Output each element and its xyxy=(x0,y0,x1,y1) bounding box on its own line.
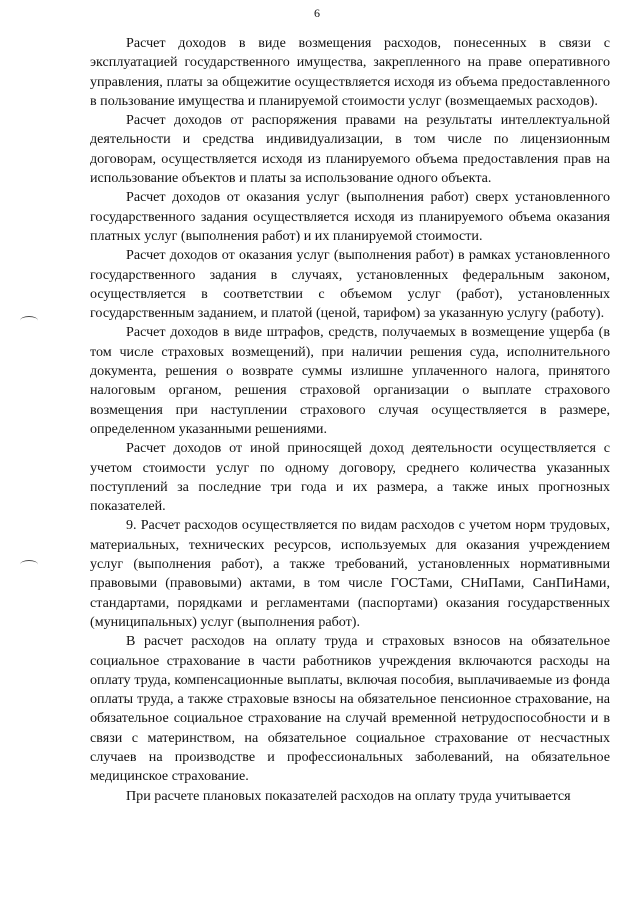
binding-hole-mark-bottom xyxy=(20,560,38,569)
paragraph-services-above-assignment: Расчет доходов от оказания услуг (выполнения работ) сверх установленного государственного задания осуществляется исходя из планируемого объема оказания платных услуг (выполнения работ) и их планируемой стоимости. xyxy=(90,189,610,244)
paragraph-intellectual-property-income: Расчет доходов от распоряжения правами на результаты интеллектуальной деятельности и средства индивидуализации, в том числе по лицензионным договорам, осуществляется исходя из планируемого объема предоставления прав на использование объектов и платы за использование одного объекта. xyxy=(90,112,610,187)
paragraph-property-compensation-income: Расчет доходов в виде возмещения расходов, понесенных в связи с эксплуатацией государственного имущества, закрепленного на праве оперативного управления, платы за общежитие осуществляется исходя из объема предоставленного в пользование имущества и планируемой стоимости услуг (возмещаемых расходов). xyxy=(90,35,610,109)
paragraph-fines-and-damages: Расчет доходов в виде штрафов, средств, получаемых в возмещение ущерба (в том числе страховых возмещений), при наличии решения суда, исполнительного документа, решения о возврате суммы излишне уплаченного налога, принятого налоговым органом, решения страховой организации о выплате страхового возмещения при наступлении страхового случая осуществляется в размере, определенном указанными решениями. xyxy=(90,324,610,437)
binding-hole-mark-top xyxy=(20,316,38,325)
document-body xyxy=(90,34,610,806)
paragraph-labor-costs: В расчет расходов на оплату труда и страховых взносов на обязательное социальное страхование в части работников учреждения включаются расходы на оплату труда, компенсационные выплаты, включая пособия, выплачиваемые из фонда оплаты труда, а также страховые взносы на обязательное пенсионное страхование, на обязательное социальное страхование на случай временной нетрудоспособности и в связи с материнством, на обязательное социальное страхование от несчастных случаев на производстве и профессиональных заболеваний, на обязательное медицинское страхование. xyxy=(90,633,610,785)
paragraph-services-within-assignment: Расчет доходов от оказания услуг (выполнения работ) в рамках установленного государственного задания в случаях, установленных федеральным законом, осуществляется в соответствии с объемом услуг (работ), установленных государственным заданием, и платой (ценой, тарифом) за указанную услугу (работу). xyxy=(90,247,610,322)
paragraph-payroll-planning: При расчете плановых показателей расходов на оплату труда учитывается xyxy=(126,787,571,804)
paragraph-other-income: Расчет доходов от иной приносящей доход деятельности осуществляется с учетом стоимости услуг по одному договору, среднего количества указанных поступлений за последние три года и их размера, а также иных прогнозных показателей. xyxy=(90,440,610,515)
page-number: 6 xyxy=(314,6,320,20)
paragraph-expense-calculation: 9. Расчет расходов осуществляется по видам расходов с учетом норм трудовых, материальных, технических ресурсов, используемых для оказания учреждением услуг (выполнения работ), а также требований, установленных нормативными правовыми (правовыми) актами, в том числе ГОСТами, СНиПами, СанПиНами, стандартами, порядками и регламентами (паспортами) оказания государственных (муниципальных) услуг (выполнения работ). xyxy=(90,517,610,630)
